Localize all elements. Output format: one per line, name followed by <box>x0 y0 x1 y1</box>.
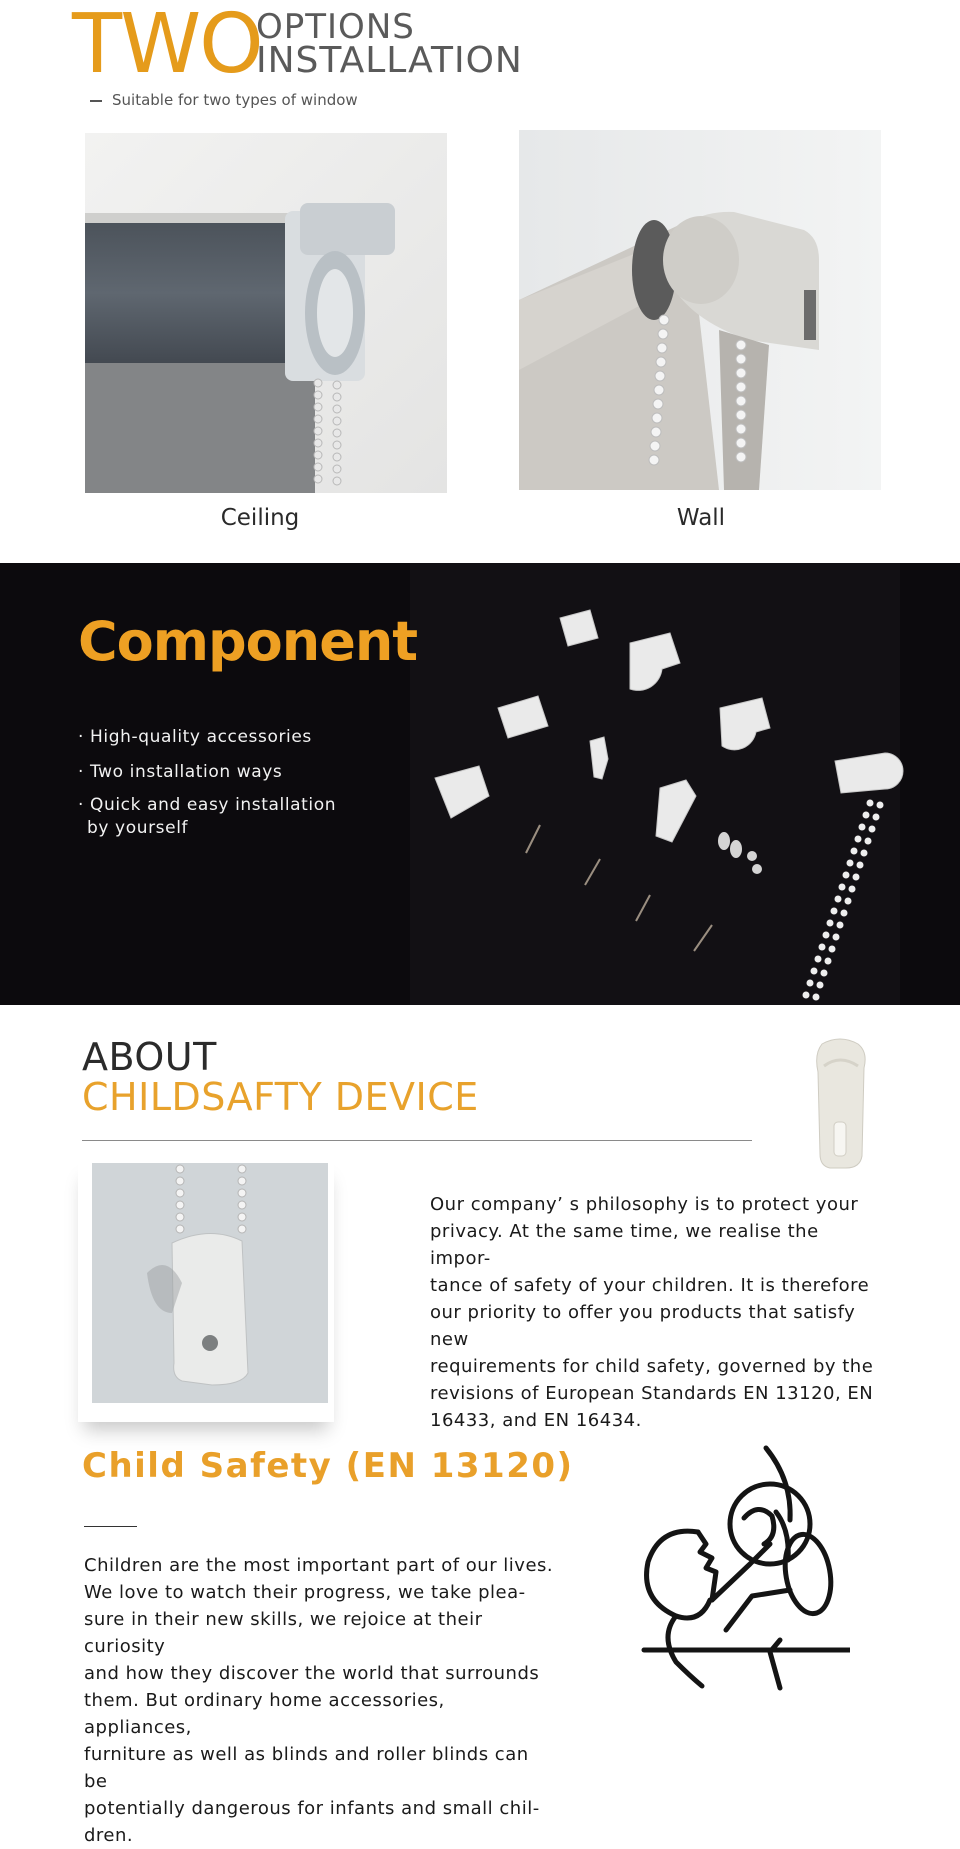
wall-install-photo <box>519 130 881 490</box>
ceiling-caption: Ceiling <box>220 505 300 531</box>
child-safety-title: Child Safety (EN 13120) <box>82 1446 574 1486</box>
component-bullet: by yourself <box>87 818 189 838</box>
install-subtitle: Suitable for two types of window <box>112 91 358 109</box>
about-line: 16433, and EN 16434. <box>430 1410 642 1431</box>
about-paragraph <box>430 1191 880 1434</box>
heading-two: TWO <box>72 0 262 92</box>
about-line: privacy. At the same time, we realise the impor- <box>430 1221 819 1269</box>
child-cord-hazard-icon <box>640 1440 850 1710</box>
heading-installation: INSTALLATION <box>256 40 523 81</box>
child-safety-line: potentially dangerous for infants and small chil- <box>84 1798 540 1819</box>
about-subheading: CHILDSAFTY DEVICE <box>82 1075 479 1119</box>
child-safety-paragraph <box>84 1552 554 1849</box>
ceiling-install-photo <box>85 133 447 493</box>
about-line: requirements for child safety, governed by the <box>430 1356 874 1377</box>
about-line: tance of safety of your children. It is therefore <box>430 1275 870 1296</box>
component-title: Component <box>78 610 418 673</box>
child-safety-device-photo <box>78 1160 334 1422</box>
component-bullet: · Quick and easy installation <box>78 795 337 815</box>
about-line: our priority to offer you products that satisfy new <box>430 1302 856 1350</box>
wall-caption: Wall <box>676 505 726 531</box>
child-safety-line: them. But ordinary home accessories, appliances, <box>84 1690 445 1738</box>
child-safety-line: furniture as well as blinds and roller blinds can be <box>84 1744 529 1792</box>
heading-options: OPTIONS <box>256 7 415 47</box>
subtitle-dash <box>90 100 102 102</box>
child-safety-divider <box>84 1526 137 1527</box>
child-safety-line: dren. <box>84 1825 134 1846</box>
safety-device-photo <box>800 1036 880 1176</box>
about-divider <box>82 1140 752 1141</box>
child-safety-line: and how they discover the world that surrounds <box>84 1663 540 1684</box>
child-safety-line: We love to watch their progress, we take plea- <box>84 1582 526 1603</box>
about-heading: ABOUT <box>82 1035 217 1079</box>
child-safety-line: Children are the most important part of our lives. <box>84 1555 554 1576</box>
child-safety-line: sure in their new skills, we rejoice at their curiosity <box>84 1609 483 1657</box>
component-bullet: · Two installation ways <box>78 762 283 782</box>
component-bullet: · High-quality accessories <box>78 727 312 747</box>
about-line: Our company’ s philosophy is to protect your <box>430 1194 859 1215</box>
about-line: revisions of European Standards EN 13120, EN <box>430 1383 874 1404</box>
